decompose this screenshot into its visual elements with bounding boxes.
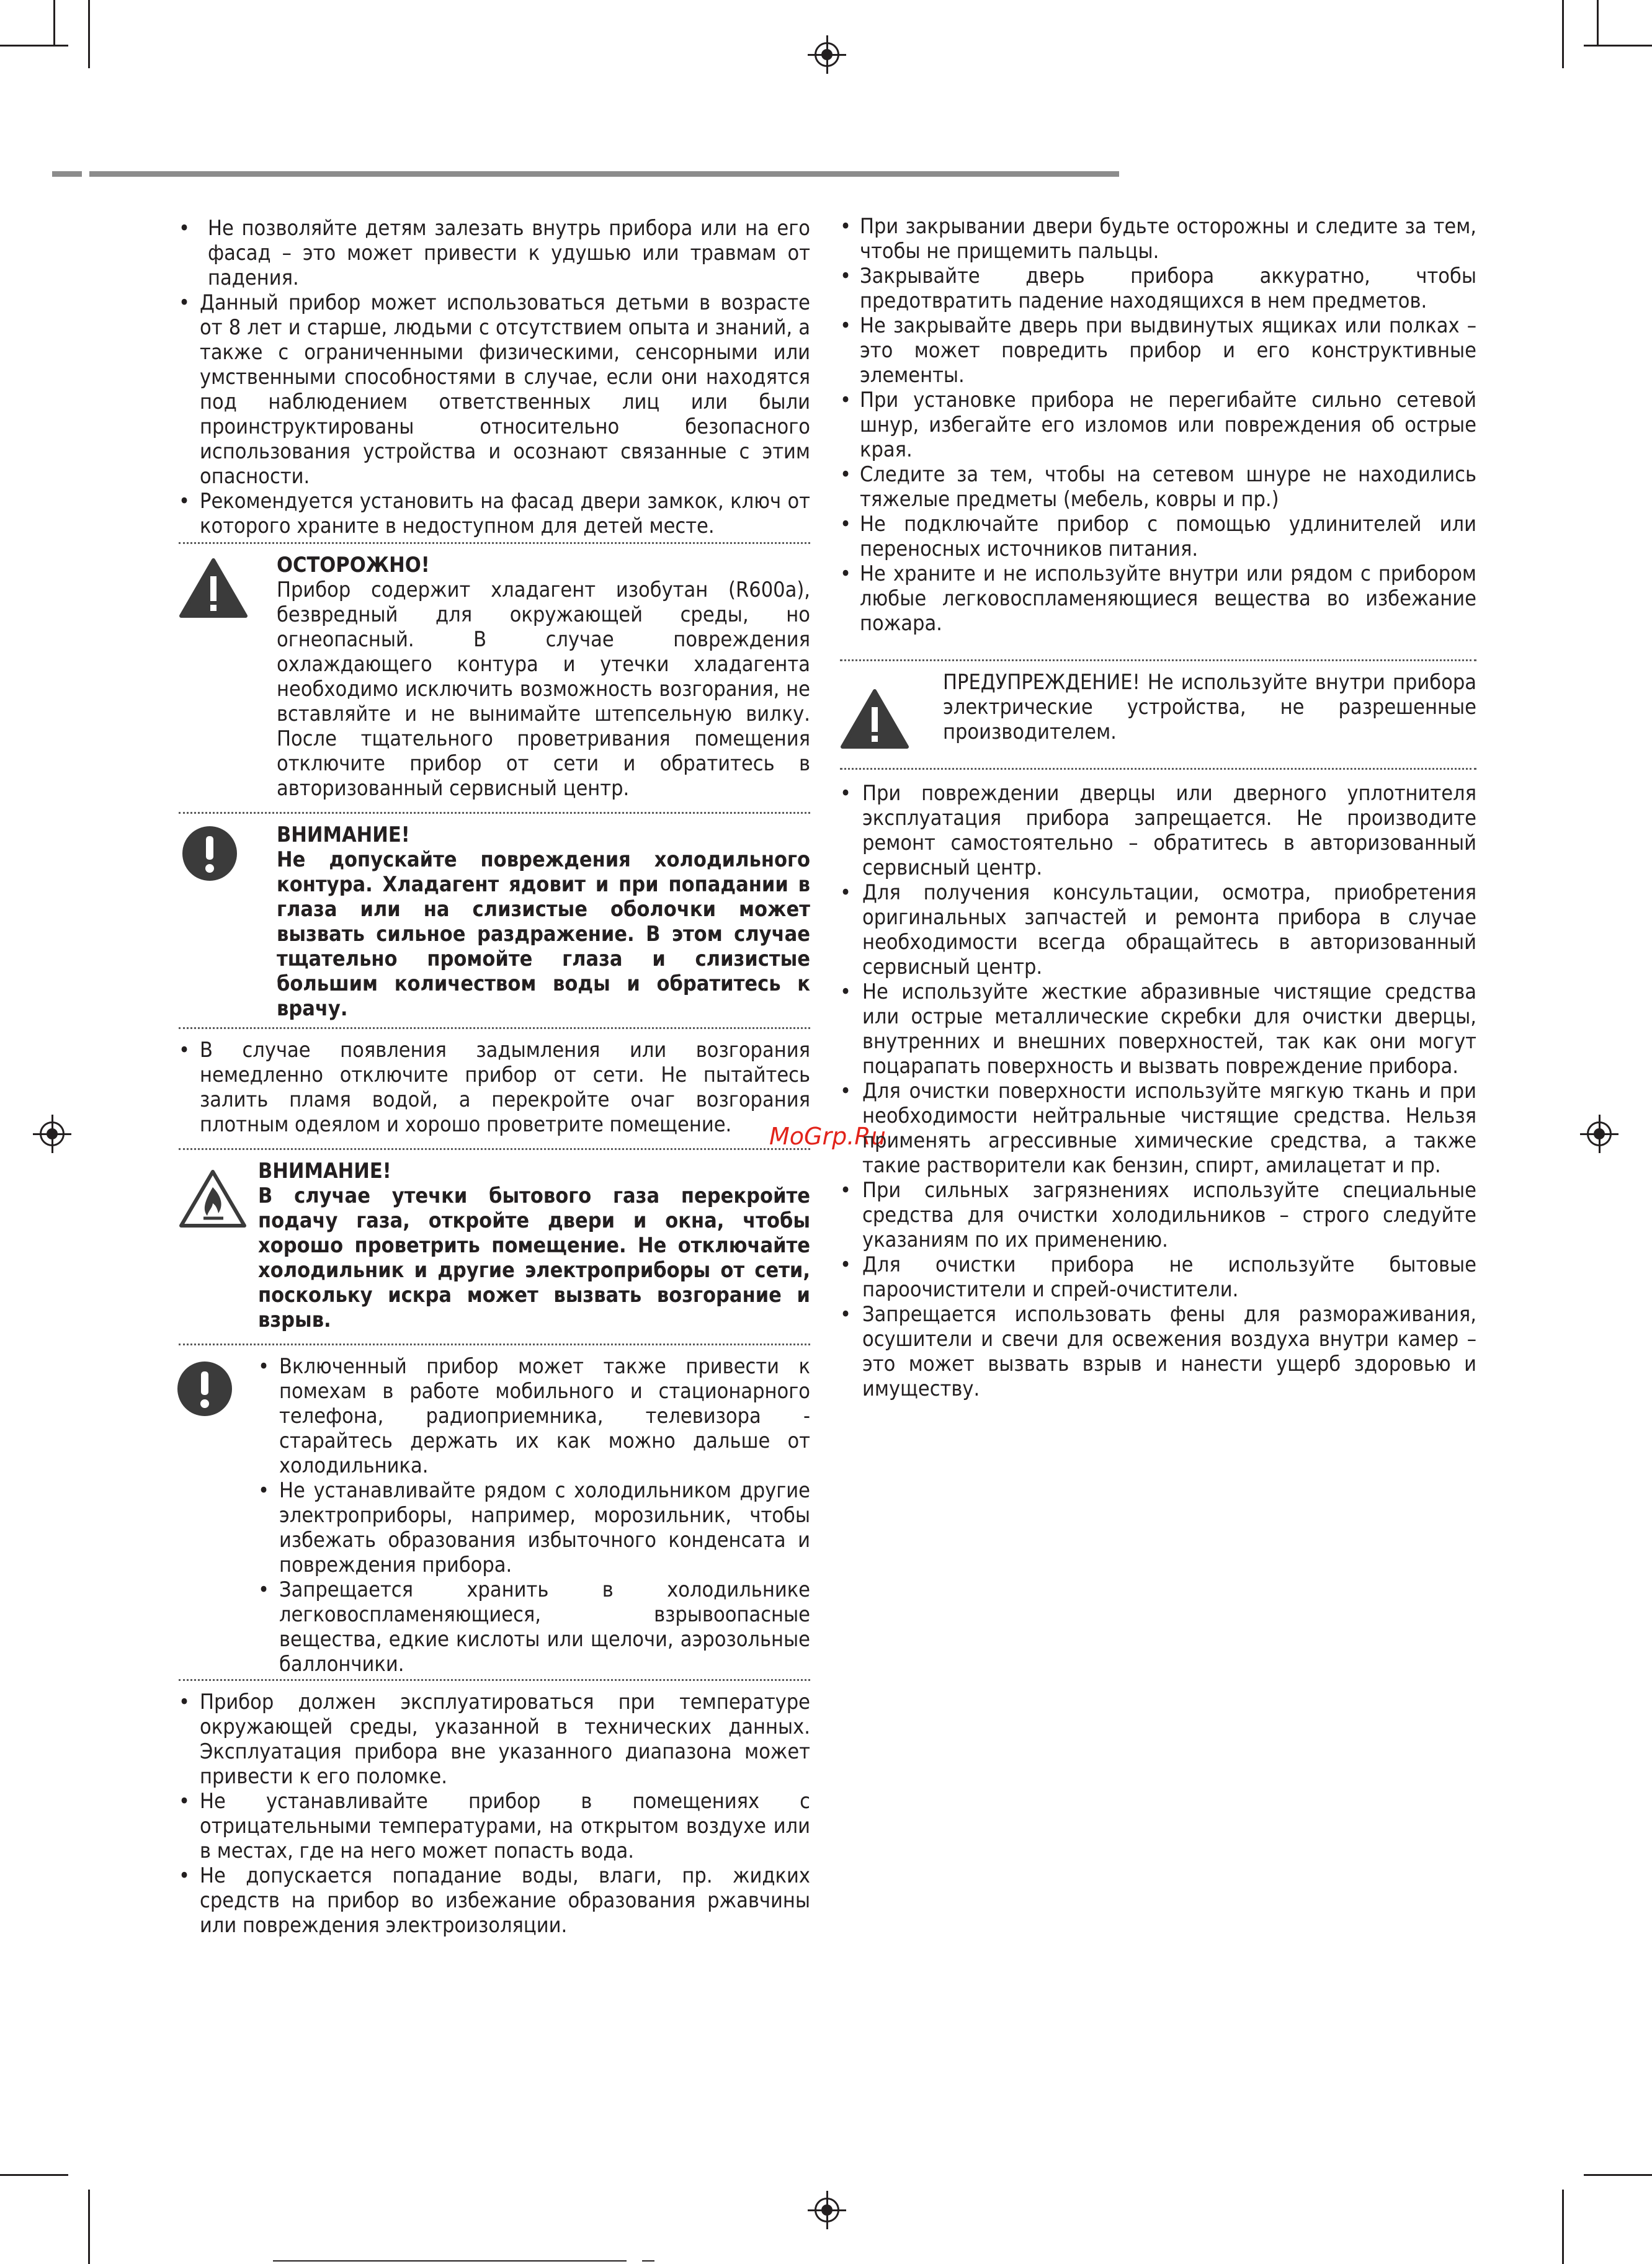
caution-text: Прибор содержит хладагент изобутан (R600a), безвредный для окружающей среды, но огнеопасный. В случае повреждения охлаждающего контура и утечки хладагента необходимо исключить возможность возгорания, не вставляйте и не вынимайте штепсельную вилку. После тщательного проветривания помещения отключите прибор от сети и обратитесь в авторизованный сервисный центр.	[277, 577, 810, 801]
watermark: MoGrp.Ru	[769, 1123, 886, 1150]
right-column	[840, 214, 1476, 1401]
caution-title: ОСТОРОЖНО!	[277, 553, 430, 577]
divider	[840, 659, 1476, 661]
crop-mark	[88, 2190, 90, 2264]
list-item: • При сильных загрязнениях используйте специальные средства для очистки холодильников – строго следуйте указаниям по их применению.	[840, 1178, 1476, 1252]
list-item: • Для очистки прибора не используйте бытовые пароочистители и спрей-очистители.	[840, 1252, 1476, 1302]
list-item: • Прибор должен эксплуатироваться при температуре окружающей среды, указанной в технических данных. Эксплуатация прибора вне указанного диапазона может привести к его поломке.	[179, 1690, 810, 1789]
registration-mark-icon	[1587, 1121, 1612, 1146]
caution-block	[179, 553, 810, 801]
list-item: • Следите за тем, чтобы на сетевом шнуре не находились тяжелые предметы (мебель, ковры и пр.)	[840, 462, 1476, 512]
divider	[840, 768, 1476, 770]
crop-mark	[88, 0, 90, 68]
warning-triangle-icon	[840, 689, 909, 749]
list-item: • Данный прибор может использоваться детьми в возрасте от 8 лет и старше, людьми с отсутствием опыта и знаний, а также с ограниченными физическими, сенсорными или умственными способностями в случае, если они находятся под наблюдением ответственных лиц или были проинструктированы относительно безопасного использования устройства и осознают связанные с этим опасности.	[179, 290, 810, 489]
warning-triangle-icon	[179, 558, 248, 618]
list-item: • При установке прибора не перегибайте сильно сетевой шнур, избегайте его изломов или повреждения об острые края.	[840, 388, 1476, 462]
crop-mark	[273, 2260, 627, 2262]
list-item: • Для получения консультации, осмотра, приобретения оригинальных запчастей и ремонта прибора в случае необходимости всегда обращайтесь в авторизованный сервисный центр.	[840, 880, 1476, 979]
list-item: • Закрывайте дверь прибора аккуратно, чтобы предотвратить падение находящихся в нем предметов.	[840, 264, 1476, 313]
crop-mark	[53, 0, 55, 45]
list-item: • При закрывании двери будьте осторожны и следите за тем, чтобы не прищемить пальцы.	[840, 214, 1476, 264]
attention-block	[179, 822, 810, 1021]
warning-block	[840, 670, 1476, 744]
attention-text: Не допускайте повреждения холодильного контура. Хладагент ядовит и при попадании в глаза или на слизистые оболочки может вызвать сильное раздражение. В этом случае тщательно промойте глаза и слизистые большим количеством воды и обратитесь к врачу.	[277, 847, 810, 1021]
list-item: • При повреждении дверцы или дверного уплотнителя эксплуатация прибора запрещается. Не производите ремонт самостоятельно – обратитесь в авторизованный сервисный центр.	[840, 781, 1476, 880]
notice-block	[179, 1354, 810, 1677]
registration-mark-icon	[40, 1121, 65, 1146]
gas-warning-block	[179, 1159, 810, 1332]
exclamation-circle-icon	[176, 1360, 233, 1417]
crop-mark	[1584, 2174, 1652, 2176]
list-item: • Включенный прибор может также привести к помехам в работе мобильного и стационарного телефона, радиоприемника, телевизора - старайтесь держать их как можно дальше от холодильника.	[258, 1354, 810, 1478]
list-item: • Запрещается хранить в холодильнике легковоспламеняющиеся, взрывоопасные вещества, едкие кислоты или щелочи, аэрозольные баллончики.	[258, 1577, 810, 1677]
list-item: • Не устанавливайте прибор в помещениях с отрицательными температурами, на открытом воздухе или в местах, где на него может попасть вода.	[179, 1789, 810, 1863]
crop-mark	[1562, 2190, 1564, 2264]
divider	[179, 812, 810, 814]
divider	[179, 1148, 810, 1150]
list-item: • Запрещается использовать фены для размораживания, осушители и свечи для освежения воздуха внутри камер – это может вызвать взрыв и нанести ущерб здоровью и имуществу.	[840, 1302, 1476, 1401]
crop-mark	[1597, 0, 1599, 45]
divider	[179, 1027, 810, 1029]
list-item: • Не допускается попадание воды, влаги, пр. жидких средств на прибор во избежание образования ржавчины или повреждения электроизоляции.	[179, 1863, 810, 1938]
registration-mark-icon	[815, 42, 839, 67]
crop-mark	[0, 2174, 68, 2176]
divider	[179, 542, 810, 544]
list-item: • Не устанавливайте рядом с холодильником другие электроприборы, например, морозильник, чтобы избежать образования избыточного конденсата и повреждения прибора.	[258, 1478, 810, 1577]
crop-mark	[642, 2260, 654, 2262]
flame-warning-icon	[179, 1169, 247, 1229]
list-item: • Не используйте жесткие абразивные чистящие средства или острые металлические скребки для очистки дверцы, внутренних и внешних поверхностей, так как они могут поцарапать поверхность и вызвать повреждение прибора.	[840, 979, 1476, 1079]
attention-title: ВНИМАНИЕ!	[258, 1159, 391, 1183]
exclamation-circle-icon	[181, 825, 238, 882]
attention-title: ВНИМАНИЕ!	[277, 822, 410, 847]
registration-mark-icon	[815, 2198, 839, 2222]
crop-mark	[1584, 45, 1652, 47]
list-item: • Не закрывайте дверь при выдвинутых ящиках или полках – это может повредить прибор и его конструктивные элементы.	[840, 313, 1476, 388]
header-bar	[89, 171, 1119, 177]
divider	[179, 1679, 810, 1681]
left-column	[179, 216, 810, 1938]
crop-mark	[1562, 0, 1564, 68]
list-item: • Не подключайте прибор с помощью удлинителей или переносных источников питания.	[840, 512, 1476, 561]
list-item: • В случае появления задымления или возгорания немедленно отключите прибор от сети. Не пытайтесь залить пламя водой, а перекройте очаг возгорания плотным одеялом и хорошо проветрите помещение.	[179, 1038, 810, 1137]
list-item: • Не храните и не используйте внутри или рядом с прибором любые легковоспламеняющиеся вещества во избежание пожара.	[840, 561, 1476, 636]
header-bar	[52, 171, 82, 177]
warning-text: ПРЕДУПРЕЖДЕНИЕ! Не используйте внутри прибора электрические устройства, не разрешенные производителем.	[943, 670, 1476, 744]
attention-text: В случае утечки бытового газа перекройте подачу газа, откройте двери и окна, чтобы хорошо проветрить помещение. Не отключайте холодильник и другие электроприборы от сети, поскольку искра может вызвать возгорание и взрыв.	[258, 1183, 810, 1332]
list-item: • Не позволяйте детям залезать внутрь прибора или на его фасад – это может привести к удушью или травмам от падения.	[179, 216, 810, 290]
crop-mark	[0, 45, 68, 47]
list-item: • Рекомендуется установить на фасад двери замкок, ключ от которого храните в недоступном для детей месте.	[179, 489, 810, 538]
list-item: • Для очистки поверхности используйте мягкую ткань и при необходимости нейтральные чистящие средства. Нельзя применять агрессивные химические средства, а также такие растворители как бензин, спирт, амилацетат и пр.	[840, 1079, 1476, 1178]
divider	[179, 1344, 810, 1345]
